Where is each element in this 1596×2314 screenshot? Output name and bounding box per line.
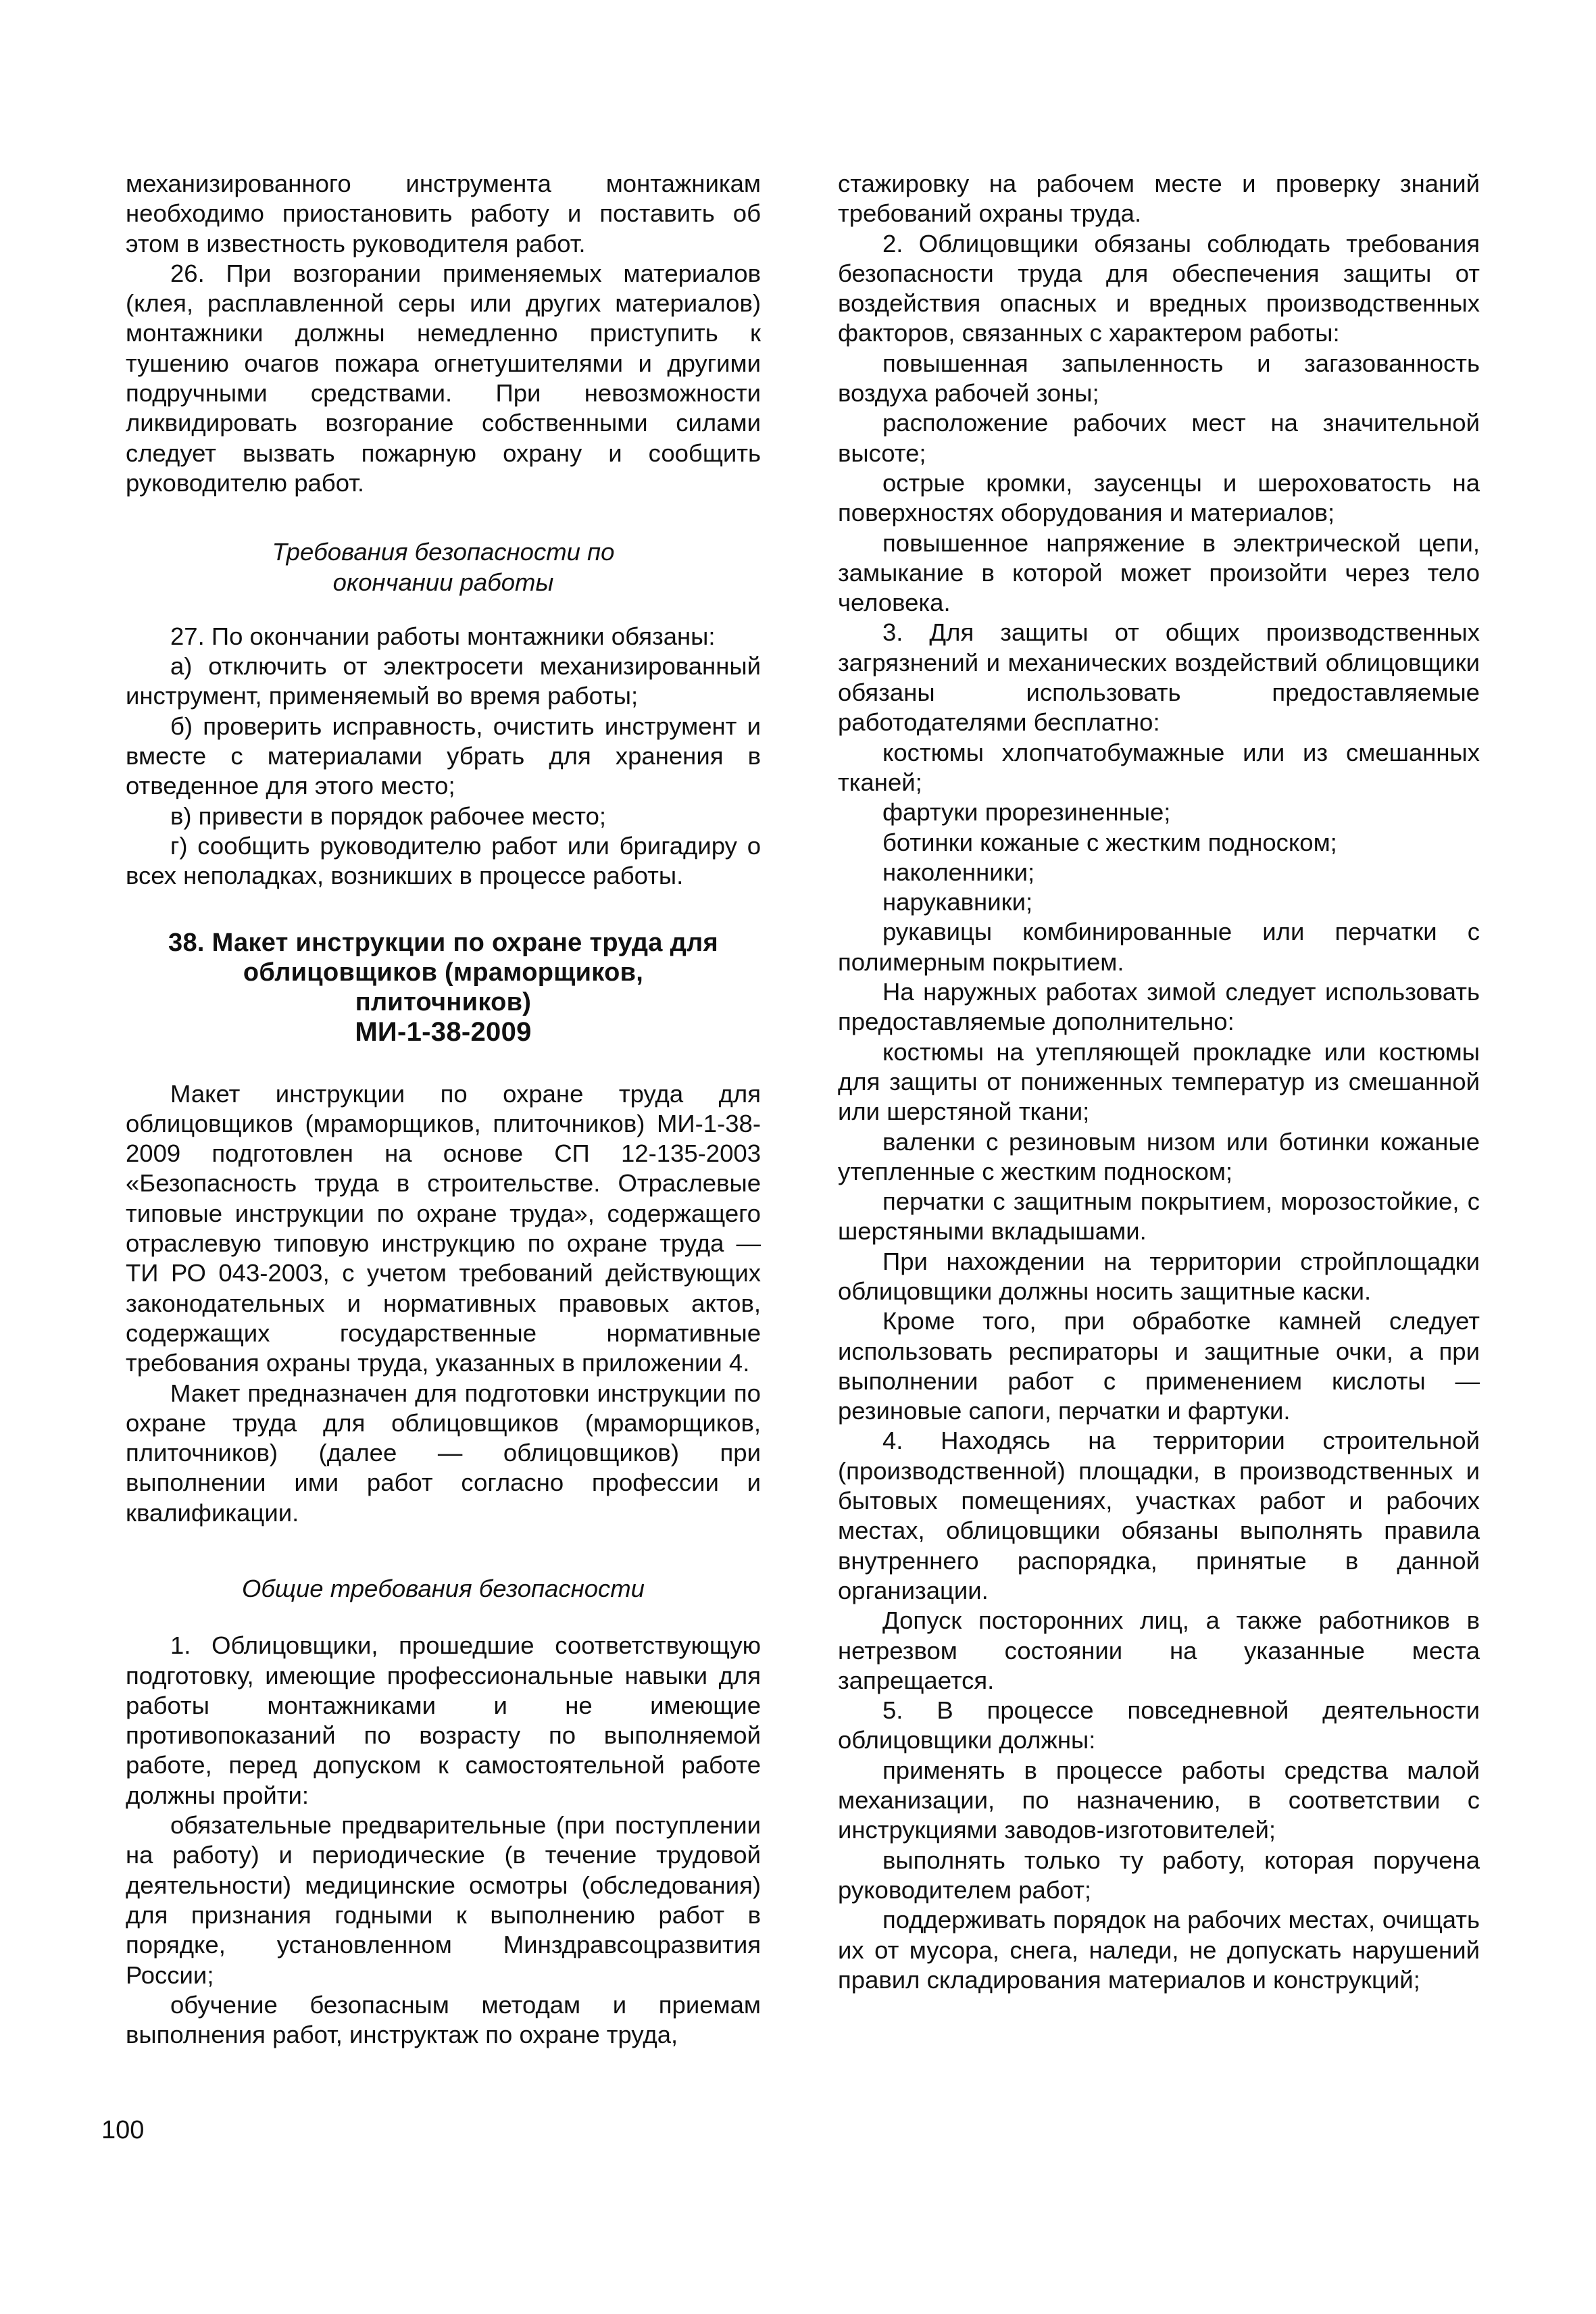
list-item: поддерживать порядок на рабочих местах, очищать их от мусора, снега, наледи, не допускать нарушений правил складирования материалов и конструкций; xyxy=(838,1906,1480,1994)
document-code: МИ-1-38-2009 xyxy=(355,1016,532,1047)
list-item: расположение рабочих мест на значительной высоте; xyxy=(838,409,1480,467)
section-subheading: Общие требования безопасности xyxy=(242,1574,645,1602)
list-item: рукавицы комбинированные или перчатки с полимерным покрытием. xyxy=(838,918,1480,976)
paragraph: 5. В процессе повседневной деятельности облицовщики должны: xyxy=(838,1696,1480,1754)
list-item: фартуки прорезиненные; xyxy=(882,798,1171,827)
list-item: б) проверить исправность, очистить инструмент и вместе с материалами убрать для хранения в отведенное для этого место; xyxy=(126,712,761,800)
left-column xyxy=(126,169,761,2050)
list-item: ботинки кожаные с жестким подноском; xyxy=(882,828,1337,856)
paragraph: Допуск посторонних лиц, а также работников в нетрезвом состоянии на указанные места запрещается. xyxy=(838,1606,1480,1694)
paragraph: 2. Облицовщики обязаны соблюдать требования безопасности труда для обеспечения защиты от воздействия опасных и вредных производственных факторов, связанных с характером работы: xyxy=(838,229,1480,347)
paragraph: Макет инструкции по охране труда для облицовщиков (мраморщиков, плиточников) МИ-1-38-2009 подготовлен на основе СП 12-135-2003 «Безопасность труда в строительстве. Отраслевые типовые инструкции по охране труда», содержащего отраслевую типовую инструкцию по охране труда — ТИ РО 043-2003, с учетом требований действующих законодательных и нормативных правовых актов, содержащих государственные нормативные требования охраны труда, указанных в приложении 4. xyxy=(126,1079,761,1377)
section-heading xyxy=(126,928,761,1047)
list-item: в) привести в порядок рабочее место; xyxy=(170,802,607,830)
list-item: наколенники; xyxy=(882,858,1035,886)
list-item: г) сообщить руководителю работ или бригадиру о всех неполадках, возникших в процессе работы. xyxy=(126,831,761,890)
paragraph: 4. Находясь на территории строительной (производственной) площадки, в производственных и бытовых помещениях, участках работ и рабочих местах, облицовщики обязаны выполнять правила внутреннего распорядка, принятые в данной организации. xyxy=(838,1427,1480,1604)
paragraph: 26. При возгорании применяемых материалов (клея, расплавленной серы или других материалов) монтажники должны немедленно приступить к тушению очагов пожара огнетушителями и другими подручными средствами. При невозможности ликвидировать возгорание собственными силами следует вызвать пожарную охрану и сообщить руководителю работ. xyxy=(126,259,761,497)
paragraph: Макет предназначен для подготовки инструкции по охране труда для облицовщиков (мраморщиков, плиточников) (далее — облицовщиков) при выполнении ими работ согласно профессии и квалификации. xyxy=(126,1379,761,1527)
paragraph: механизированного инструмента монтажникам необходимо приостановить работу и поставить об этом в известность руководителя работ. xyxy=(126,170,761,257)
list-item: обучение безопасным методам и приемам выполнения работ, инструктаж по охране труда, xyxy=(126,1990,761,2049)
list-item: выполнять только ту работу, которая поручена руководителем работ; xyxy=(838,1846,1480,1904)
list-item: а) отключить от электросети механизированный инструмент, применяемый во время работы; xyxy=(126,652,761,710)
list-item: повышенное напряжение в электрической цепи, замыкание в которой может произойти через тело человека. xyxy=(838,528,1480,617)
paragraph: Кроме того, при обработке камней следует использовать респираторы и защитные очки, а при выполнении работ с применением кислоты — резиновые сапоги, перчатки и фартуки. xyxy=(838,1307,1480,1425)
paragraph: На наружных работах зимой следует использовать предоставляемые дополнительно: xyxy=(838,978,1480,1036)
paragraph: стажировку на рабочем месте и проверку знаний требований охраны труда. xyxy=(838,170,1480,228)
list-item: валенки с резиновым низом или ботинки кожаные утепленные с жестким подноском; xyxy=(838,1127,1480,1185)
list-item: костюмы хлопчатобумажные или из смешанных тканей; xyxy=(838,738,1480,796)
list-item: повышенная запыленность и загазованность воздуха рабочей зоны; xyxy=(838,349,1480,408)
page-number: 100 xyxy=(101,2116,145,2144)
paragraph: 3. Для защиты от общих производственных загрязнений и механических воздействий облицовщики обязаны использовать предоставляемые работодателями бесплатно: xyxy=(838,618,1480,737)
list-item: нарукавники; xyxy=(882,888,1033,916)
list-item: перчатки с защитным покрытием, морозостойкие, с шерстяными вкладышами. xyxy=(838,1187,1480,1246)
list-item: костюмы на утепляющей прокладке или костюмы для защиты от пониженных температур из смешанной или шерстяной ткани; xyxy=(838,1037,1480,1126)
right-column xyxy=(838,169,1480,1995)
section-subheading: Требования безопасности по окончании работы xyxy=(272,538,615,596)
paragraph: При нахождении на территории стройплощадки облицовщики должны носить защитные каски. xyxy=(838,1247,1480,1305)
paragraph: 1. Облицовщики, прошедшие соответствующую подготовку, имеющие профессиональные навыки для работы монтажниками и не имеющие противопоказаний по возрасту по выполняемой работе, перед допуском к самостоятельной работе должны пройти: xyxy=(126,1631,761,1809)
section-heading-title: 38. Макет инструкции по охране труда для облицовщиков (мраморщиков, плиточников) xyxy=(168,928,718,1016)
paragraph: 27. По окончании работы монтажники обязаны: xyxy=(170,622,716,650)
list-item: острые кромки, заусенцы и шероховатость на поверхностях оборудования и материалов; xyxy=(838,468,1480,527)
list-item: обязательные предварительные (при поступлении на работу) и периодические (в течение трудовой деятельности) медицинские осмотры (обследования) для признания годными к выполнению работ в порядке, установленном Минздравсоцразвития России; xyxy=(126,1811,761,1989)
list-item: применять в процессе работы средства малой механизации, по назначению, в соответствии с инструкциями заводов-изготовителей; xyxy=(838,1756,1480,1844)
